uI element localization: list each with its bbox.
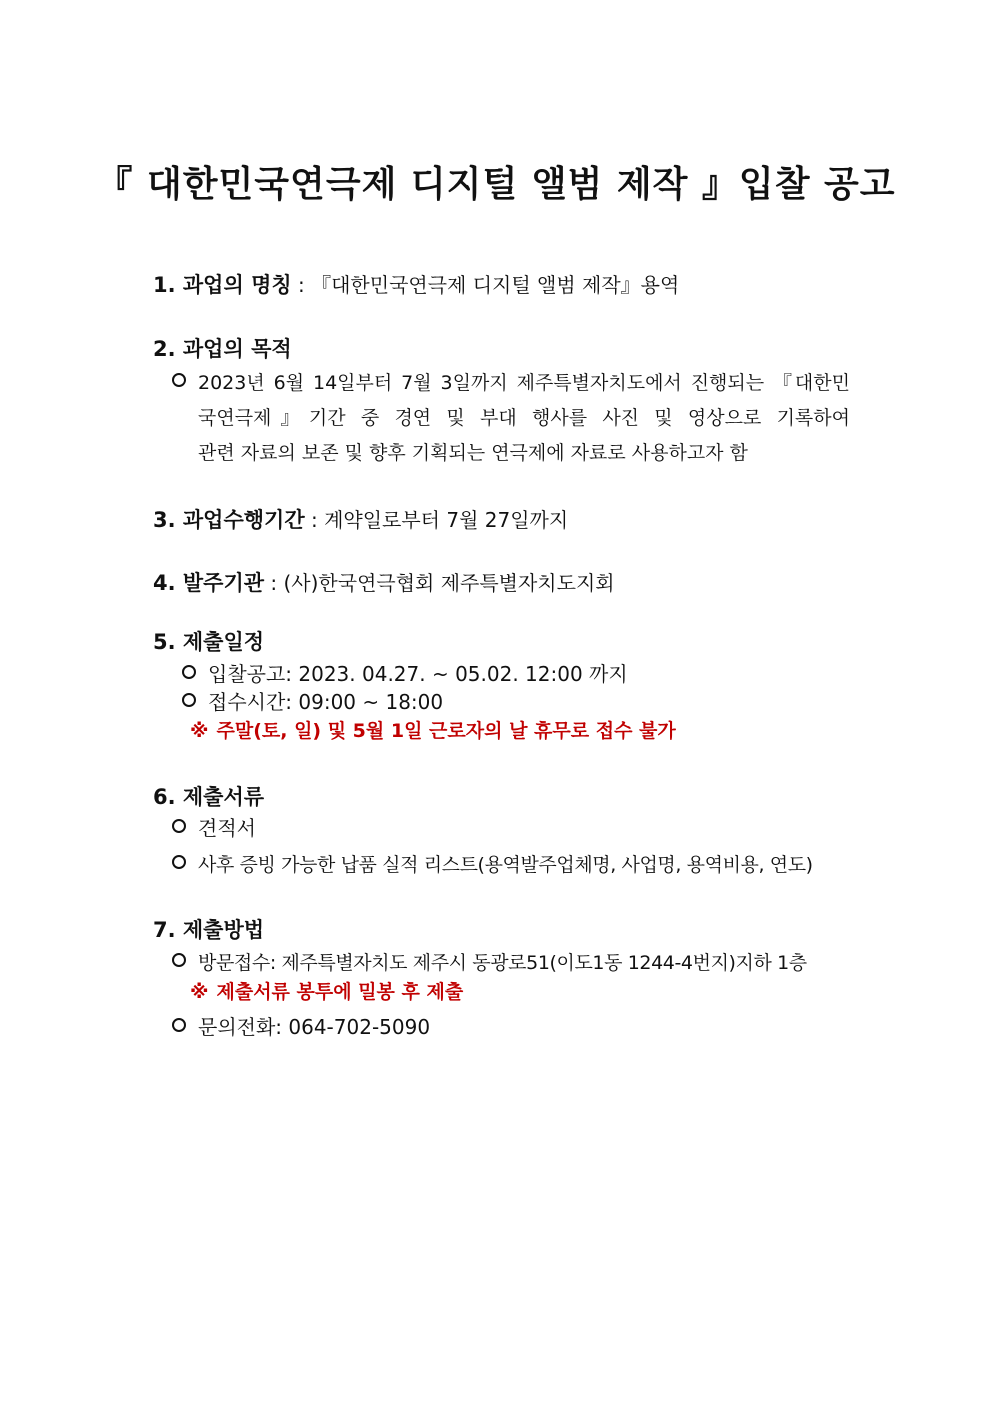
section-2-bullet (172, 369, 198, 395)
list-item (172, 1014, 430, 1040)
list-item (172, 851, 813, 878)
section-4-text: : (사)한국연극협회 제주특별자치도지회 (264, 571, 615, 595)
section-4 (153, 570, 615, 596)
section-3-text: : 계약일로부터 7월 27일까지 (304, 508, 569, 532)
section-5-note-text: 주말(토, 일) 및 5월 1일 근로자의 날 휴무로 접수 불가 (216, 720, 676, 742)
hollow-circle-bullet-icon (172, 373, 186, 387)
section-3-heading: 3. 과업수행기간 (153, 508, 305, 532)
list-item (172, 949, 807, 976)
hollow-circle-bullet-icon (172, 855, 186, 869)
section-6-heading: 6. 제출서류 (153, 785, 265, 809)
section-3 (153, 507, 568, 533)
section-5-note (190, 718, 676, 744)
section-6 (153, 784, 264, 810)
section-2-heading: 2. 과업의 목적 (153, 337, 292, 361)
section-1-heading: 1. 과업의 명칭 (153, 273, 292, 297)
list-item (182, 661, 628, 687)
section-5-item-2: 접수시간: 09:00 ~ 18:00 (208, 690, 444, 714)
section-2-paragraph-line-1: 2023년 6월 14일부터 7월 3일까지 제주특별자치도에서 진행되는 『대한민 (198, 372, 850, 394)
reference-mark-icon: ※ (190, 981, 209, 1003)
section-7-item-2: 문의전화: 064-702-5090 (198, 1015, 431, 1039)
list-item (182, 689, 443, 715)
section-1-text: : 『대한민국연극제 디지털 앨범 제작』용역 (291, 273, 680, 297)
section-7 (153, 917, 264, 943)
section-5-heading: 5. 제출일정 (153, 630, 265, 654)
section-1 (153, 272, 679, 298)
section-7-note-text: 제출서류 봉투에 밀봉 후 제출 (216, 981, 464, 1003)
hollow-circle-bullet-icon (172, 953, 186, 967)
section-5 (153, 629, 264, 655)
section-4-heading: 4. 발주기관 (153, 571, 265, 595)
reference-mark-icon: ※ (190, 720, 209, 742)
section-7-note (190, 979, 463, 1005)
section-6-item-2: 사후 증빙 가능한 납품 실적 리스트(용역발주업체명, 사업명, 용역비용, 연도) (198, 854, 813, 876)
section-2-paragraph-line-2: 국연극제』기간 중 경연 및 부대 행사를 사진 및 영상으로 기록하여 (198, 407, 850, 429)
section-5-item-1: 입찰공고: 2023. 04.27. ~ 05.02. 12:00 까지 (208, 662, 628, 686)
hollow-circle-bullet-icon (172, 1018, 186, 1032)
section-2 (153, 336, 292, 362)
list-item (172, 815, 256, 841)
section-7-heading: 7. 제출방법 (153, 918, 265, 942)
hollow-circle-bullet-icon (172, 819, 186, 833)
section-7-item-1: 방문접수: 제주특별자치도 제주시 동광로51(이도1동 1244-4번지)지하 1층 (198, 952, 807, 974)
section-6-item-1: 견적서 (198, 816, 256, 840)
section-2-paragraph-line-3: 관련 자료의 보존 및 향후 기획되는 연극제에 자료로 사용하고자 함 (198, 442, 748, 464)
hollow-circle-bullet-icon (182, 665, 196, 679)
hollow-circle-bullet-icon (182, 693, 196, 707)
page-title: 『 대한민국연극제 디지털 앨범 제작 』입찰 공고 (96, 164, 896, 205)
